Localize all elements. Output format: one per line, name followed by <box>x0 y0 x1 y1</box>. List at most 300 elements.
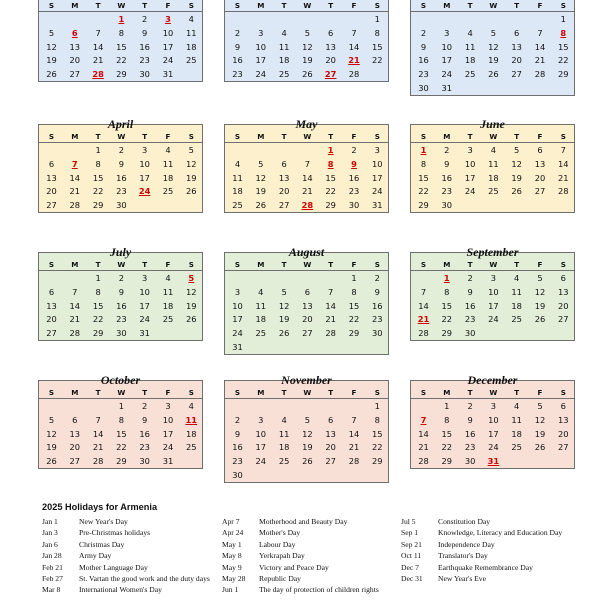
month-december <box>410 373 575 469</box>
weekday-label: W <box>489 1 498 10</box>
day-number: 27 <box>534 186 546 197</box>
weekday-label: T <box>95 1 101 10</box>
day-number: 8 <box>95 286 101 297</box>
weekday-label: F <box>537 388 543 397</box>
day-number: 26 <box>46 69 57 80</box>
holiday-day: 9 <box>351 158 357 169</box>
weekday-label: W <box>303 1 312 10</box>
day-number: 19 <box>488 55 499 66</box>
weekday-label: S <box>420 260 427 269</box>
weekday-label: T <box>514 260 520 269</box>
day-number: 2 <box>467 273 473 283</box>
weekday-label: T <box>142 260 148 269</box>
day-number: 24 <box>139 314 150 325</box>
weekday-label: S <box>188 1 194 10</box>
month-august <box>224 245 389 355</box>
day-number: 20 <box>325 55 336 66</box>
day-number: 27 <box>558 442 569 453</box>
day-number: 4 <box>165 145 171 155</box>
day-number: 7 <box>537 27 543 38</box>
holiday-date: May 1 <box>222 539 242 549</box>
day-number: 5 <box>258 158 264 169</box>
day-number: 22 <box>441 442 453 453</box>
weekday-label: M <box>257 260 265 269</box>
day-number: 29 <box>441 456 453 467</box>
day-number: 12 <box>302 428 313 439</box>
day-number: 20 <box>69 55 81 66</box>
month-july <box>38 245 203 341</box>
month-june <box>410 117 575 213</box>
day-number: 28 <box>92 456 104 467</box>
day-number: 29 <box>92 200 104 211</box>
day-number: 5 <box>514 145 520 155</box>
holiday-entry <box>222 516 397 527</box>
holiday-name: Independence Day <box>438 539 495 549</box>
weekday-label: S <box>48 388 55 397</box>
day-number: 6 <box>328 414 334 425</box>
weekday-header <box>411 0 574 12</box>
day-number: 3 <box>258 414 264 425</box>
day-number: 24 <box>372 186 383 197</box>
day-number: 26 <box>255 200 267 211</box>
weekday-label: S <box>234 388 241 397</box>
day-number: 8 <box>118 27 125 38</box>
day-number: 6 <box>328 27 334 38</box>
day-number: 5 <box>188 145 194 155</box>
day-number: 21 <box>325 314 336 325</box>
day-number: 20 <box>46 314 57 325</box>
day-number: 10 <box>255 428 267 439</box>
holiday-name: St. Vartan the good work and the duty days <box>79 574 210 584</box>
holiday-list-column <box>401 516 576 584</box>
weekday-label: S <box>374 260 380 269</box>
day-number: 7 <box>420 286 427 297</box>
weekday-label: W <box>489 388 498 397</box>
day-number: 1 <box>95 145 101 155</box>
holiday-day: 7 <box>71 158 78 169</box>
holiday-day: 1 <box>327 145 334 155</box>
day-number: 25 <box>488 186 499 197</box>
day-number: 18 <box>511 300 522 311</box>
weekday-label: T <box>467 260 473 269</box>
weekday-label: T <box>467 388 473 397</box>
day-number: 3 <box>142 145 148 155</box>
holiday-name: Mother's Day <box>259 528 301 538</box>
day-number: 22 <box>372 55 383 66</box>
day-number: 5 <box>304 414 311 425</box>
weekday-header <box>411 259 574 271</box>
weekday-header <box>39 387 202 399</box>
holiday-day: 21 <box>417 314 430 325</box>
holiday-date: Oct 11 <box>401 551 422 561</box>
month-name: April <box>107 117 134 131</box>
month-name: June <box>480 117 505 131</box>
weekday-label: M <box>257 132 265 141</box>
weekday-label: M <box>443 388 451 397</box>
day-number: 2 <box>234 27 241 38</box>
holiday-day: 31 <box>487 456 500 467</box>
day-number: 22 <box>325 186 336 197</box>
day-number: 9 <box>118 158 125 169</box>
day-number: 16 <box>116 300 127 311</box>
weekday-header <box>225 259 388 271</box>
day-number: 6 <box>514 27 520 38</box>
weekday-label: S <box>560 260 566 269</box>
day-number: 16 <box>139 428 150 439</box>
day-number: 4 <box>281 414 287 425</box>
day-number: 23 <box>464 442 476 453</box>
day-number: 16 <box>116 172 127 183</box>
day-number: 11 <box>278 41 290 52</box>
day-number: 14 <box>534 41 546 52</box>
day-number: 3 <box>258 27 264 38</box>
weekday-header <box>225 387 388 399</box>
day-number: 5 <box>490 27 497 38</box>
day-number: 19 <box>511 172 522 183</box>
day-number: 4 <box>165 273 171 283</box>
day-number: 6 <box>560 401 566 411</box>
weekday-label: W <box>489 260 498 269</box>
weekday-label: M <box>71 388 79 397</box>
holiday-entry <box>42 562 217 573</box>
day-number: 21 <box>302 186 313 197</box>
holiday-day: 8 <box>327 158 334 169</box>
day-number: 17 <box>232 314 243 325</box>
day-number: 4 <box>514 273 520 283</box>
day-number: 23 <box>139 55 150 66</box>
day-number: 1 <box>118 401 125 411</box>
day-number: 20 <box>558 300 569 311</box>
day-number: 25 <box>186 442 197 453</box>
day-number: 18 <box>278 55 290 66</box>
day-number: 25 <box>464 69 476 80</box>
day-number: 25 <box>186 55 197 66</box>
day-number: 26 <box>488 69 499 80</box>
day-number: 30 <box>348 200 360 211</box>
day-number: 13 <box>511 41 522 52</box>
day-number: 3 <box>490 401 497 411</box>
day-number: 29 <box>116 69 127 80</box>
day-number: 17 <box>139 300 150 311</box>
month-name: August <box>288 245 325 259</box>
holiday-date: Sep 21 <box>401 539 422 549</box>
day-number: 19 <box>302 55 313 66</box>
day-number: 20 <box>46 186 57 197</box>
day-number: 24 <box>232 328 243 339</box>
month-january <box>38 0 203 82</box>
day-number: 15 <box>372 41 383 52</box>
weekday-header <box>39 259 202 271</box>
day-number: 24 <box>162 442 174 453</box>
holiday-day: 11 <box>185 414 198 425</box>
day-number: 9 <box>142 414 148 425</box>
weekday-header <box>225 131 388 143</box>
month-name: November <box>281 373 332 387</box>
day-number: 19 <box>534 300 546 311</box>
day-number: 29 <box>116 456 127 467</box>
day-number: 12 <box>46 428 57 439</box>
holiday-name: New Year's Eve <box>438 574 486 584</box>
day-number: 16 <box>464 300 476 311</box>
day-number: 30 <box>116 328 127 339</box>
weekday-label: S <box>188 132 194 141</box>
day-number: 28 <box>325 328 336 339</box>
weekday-label: S <box>374 132 380 141</box>
day-number: 13 <box>46 300 57 311</box>
day-number: 18 <box>186 41 197 52</box>
day-number: 6 <box>537 145 543 155</box>
holiday-day: 1 <box>443 273 450 283</box>
holiday-date: Feb 27 <box>42 574 63 584</box>
day-number: 11 <box>464 41 476 52</box>
day-number: 24 <box>255 69 267 80</box>
weekday-label: M <box>443 260 451 269</box>
day-number: 18 <box>511 428 522 439</box>
day-number: 29 <box>558 69 569 80</box>
holiday-name: Motherhood and Beauty Day <box>259 517 348 526</box>
day-number: 22 <box>116 55 127 66</box>
day-number: 23 <box>348 186 360 197</box>
day-number: 12 <box>255 172 267 183</box>
holiday-entry <box>401 573 576 584</box>
day-number: 21 <box>69 314 81 325</box>
day-number: 25 <box>511 442 522 453</box>
day-number: 23 <box>232 69 243 80</box>
holiday-date: Dec 31 <box>401 574 423 584</box>
holiday-date: Sep 1 <box>401 528 419 538</box>
day-number: 2 <box>444 145 450 155</box>
day-number: 24 <box>255 456 267 467</box>
day-number: 19 <box>302 442 313 453</box>
weekday-label: F <box>351 132 357 141</box>
holiday-entry <box>42 584 217 595</box>
day-number: 31 <box>372 200 383 211</box>
day-number: 19 <box>278 314 290 325</box>
weekday-label: S <box>234 260 241 269</box>
day-number: 13 <box>558 414 569 425</box>
weekday-label: S <box>234 132 241 141</box>
weekday-label: T <box>514 1 520 10</box>
month-march <box>410 0 575 96</box>
day-number: 10 <box>488 286 499 297</box>
day-number: 28 <box>348 69 360 80</box>
month-name: October <box>100 373 141 387</box>
day-number: 8 <box>95 158 101 169</box>
day-number: 17 <box>372 172 383 183</box>
day-number: 10 <box>139 286 150 297</box>
holiday-date: May 28 <box>222 574 246 584</box>
day-number: 2 <box>118 145 125 155</box>
weekday-label: T <box>281 388 287 397</box>
day-number: 10 <box>255 41 267 52</box>
day-number: 8 <box>444 286 450 297</box>
day-number: 4 <box>234 158 241 169</box>
day-number: 2 <box>118 273 125 283</box>
holiday-name: The day of protection of children rights <box>259 585 379 595</box>
day-number: 23 <box>464 314 476 325</box>
day-number: 28 <box>418 328 429 339</box>
holiday-entry <box>401 516 576 527</box>
day-number: 8 <box>420 158 427 169</box>
weekday-label: T <box>328 388 334 397</box>
day-number: 22 <box>116 442 127 453</box>
weekday-label: T <box>95 260 101 269</box>
day-number: 8 <box>444 414 450 425</box>
day-number: 29 <box>92 328 104 339</box>
weekday-label: T <box>328 1 334 10</box>
weekday-label: S <box>420 1 427 10</box>
weekday-label: T <box>281 132 287 141</box>
day-number: 13 <box>534 158 546 169</box>
day-number: 20 <box>325 442 336 453</box>
day-number: 10 <box>488 414 499 425</box>
day-number: 15 <box>372 428 383 439</box>
month-april <box>38 117 203 213</box>
day-number: 25 <box>278 456 290 467</box>
weekday-label: F <box>351 388 357 397</box>
day-number: 10 <box>162 414 174 425</box>
day-number: 3 <box>142 273 148 283</box>
holiday-date: Dec 7 <box>401 562 419 572</box>
weekday-label: M <box>71 132 79 141</box>
day-number: 30 <box>464 328 476 339</box>
day-number: 1 <box>374 401 380 411</box>
day-number: 14 <box>418 428 429 439</box>
day-number: 10 <box>162 27 174 38</box>
day-number: 7 <box>95 414 101 425</box>
weekday-label: S <box>374 388 380 397</box>
day-number: 9 <box>420 41 427 52</box>
day-number: 19 <box>46 55 57 66</box>
day-number: 6 <box>560 273 566 283</box>
holiday-entry <box>42 539 217 550</box>
day-number: 7 <box>95 27 101 38</box>
holiday-name: Labour Day <box>259 539 296 549</box>
month-name: December <box>467 373 518 387</box>
month-november <box>224 373 389 483</box>
day-number: 9 <box>118 286 125 297</box>
day-number: 18 <box>186 428 197 439</box>
day-number: 4 <box>490 145 497 155</box>
day-number: 27 <box>558 314 569 325</box>
holiday-entry <box>401 527 576 538</box>
day-number: 24 <box>441 69 453 80</box>
weekday-label: F <box>165 388 171 397</box>
day-number: 23 <box>372 314 383 325</box>
weekday-label: S <box>420 132 427 141</box>
day-number: 19 <box>534 428 546 439</box>
day-number: 16 <box>372 300 383 311</box>
day-number: 7 <box>351 414 357 425</box>
day-number: 22 <box>558 55 569 66</box>
day-number: 4 <box>188 401 194 411</box>
day-number: 1 <box>560 14 566 24</box>
day-number: 27 <box>511 69 522 80</box>
day-number: 19 <box>46 442 57 453</box>
day-number: 16 <box>139 41 150 52</box>
day-number: 15 <box>92 172 104 183</box>
day-number: 16 <box>232 442 243 453</box>
day-number: 25 <box>162 314 174 325</box>
weekday-header <box>411 131 574 143</box>
day-number: 13 <box>278 172 290 183</box>
holiday-day: 5 <box>188 273 195 283</box>
weekday-label: W <box>117 260 126 269</box>
day-number: 20 <box>278 186 290 197</box>
holiday-name: Mother Language Day <box>79 562 148 572</box>
day-number: 25 <box>162 186 174 197</box>
day-number: 13 <box>558 286 569 297</box>
day-number: 7 <box>304 158 311 169</box>
holiday-name: Translator's Day <box>438 551 488 561</box>
weekday-label: T <box>142 1 148 10</box>
day-number: 10 <box>232 300 243 311</box>
holiday-entry <box>401 550 576 561</box>
day-number: 16 <box>232 55 243 66</box>
holiday-date: Apr 7 <box>222 517 240 526</box>
day-number: 23 <box>116 186 127 197</box>
day-number: 3 <box>165 401 171 411</box>
day-number: 9 <box>467 286 473 297</box>
day-number: 14 <box>418 300 429 311</box>
day-number: 12 <box>488 41 499 52</box>
weekday-label: T <box>281 260 287 269</box>
day-number: 25 <box>255 328 267 339</box>
weekday-label: M <box>71 260 79 269</box>
day-number: 2 <box>351 145 357 155</box>
holiday-entry <box>401 539 576 550</box>
day-number: 26 <box>534 314 546 325</box>
day-number: 29 <box>372 456 383 467</box>
holiday-day: 24 <box>138 186 151 197</box>
day-number: 23 <box>418 69 429 80</box>
day-number: 16 <box>348 172 360 183</box>
month-name: September <box>466 245 519 259</box>
day-number: 1 <box>444 401 450 411</box>
holiday-date: Mar 8 <box>42 585 61 595</box>
day-number: 22 <box>348 314 360 325</box>
day-number: 29 <box>418 200 429 211</box>
holiday-name: New Year's Day <box>79 517 128 526</box>
weekday-label: T <box>514 388 520 397</box>
day-number: 18 <box>162 300 174 311</box>
day-number: 26 <box>46 456 57 467</box>
holiday-day: 3 <box>165 14 171 24</box>
day-number: 26 <box>302 69 313 80</box>
holiday-name: Pre-Christmas holidays <box>79 528 151 538</box>
month-name: May <box>295 117 318 131</box>
day-number: 26 <box>278 328 290 339</box>
day-number: 10 <box>139 158 150 169</box>
day-number: 8 <box>374 414 380 425</box>
holiday-date: Jan 3 <box>42 528 58 538</box>
holiday-date: Jun 1 <box>222 585 239 595</box>
day-number: 26 <box>302 456 313 467</box>
weekday-label: W <box>117 132 126 141</box>
day-number: 15 <box>441 428 453 439</box>
day-number: 15 <box>116 428 127 439</box>
holiday-day: 1 <box>420 145 427 155</box>
weekday-label: F <box>165 260 171 269</box>
day-number: 3 <box>490 273 497 283</box>
day-number: 8 <box>118 414 125 425</box>
weekday-label: T <box>142 132 148 141</box>
weekday-label: S <box>48 132 55 141</box>
day-number: 17 <box>162 428 174 439</box>
day-number: 13 <box>46 172 57 183</box>
day-number: 12 <box>511 158 522 169</box>
day-number: 22 <box>418 186 429 197</box>
